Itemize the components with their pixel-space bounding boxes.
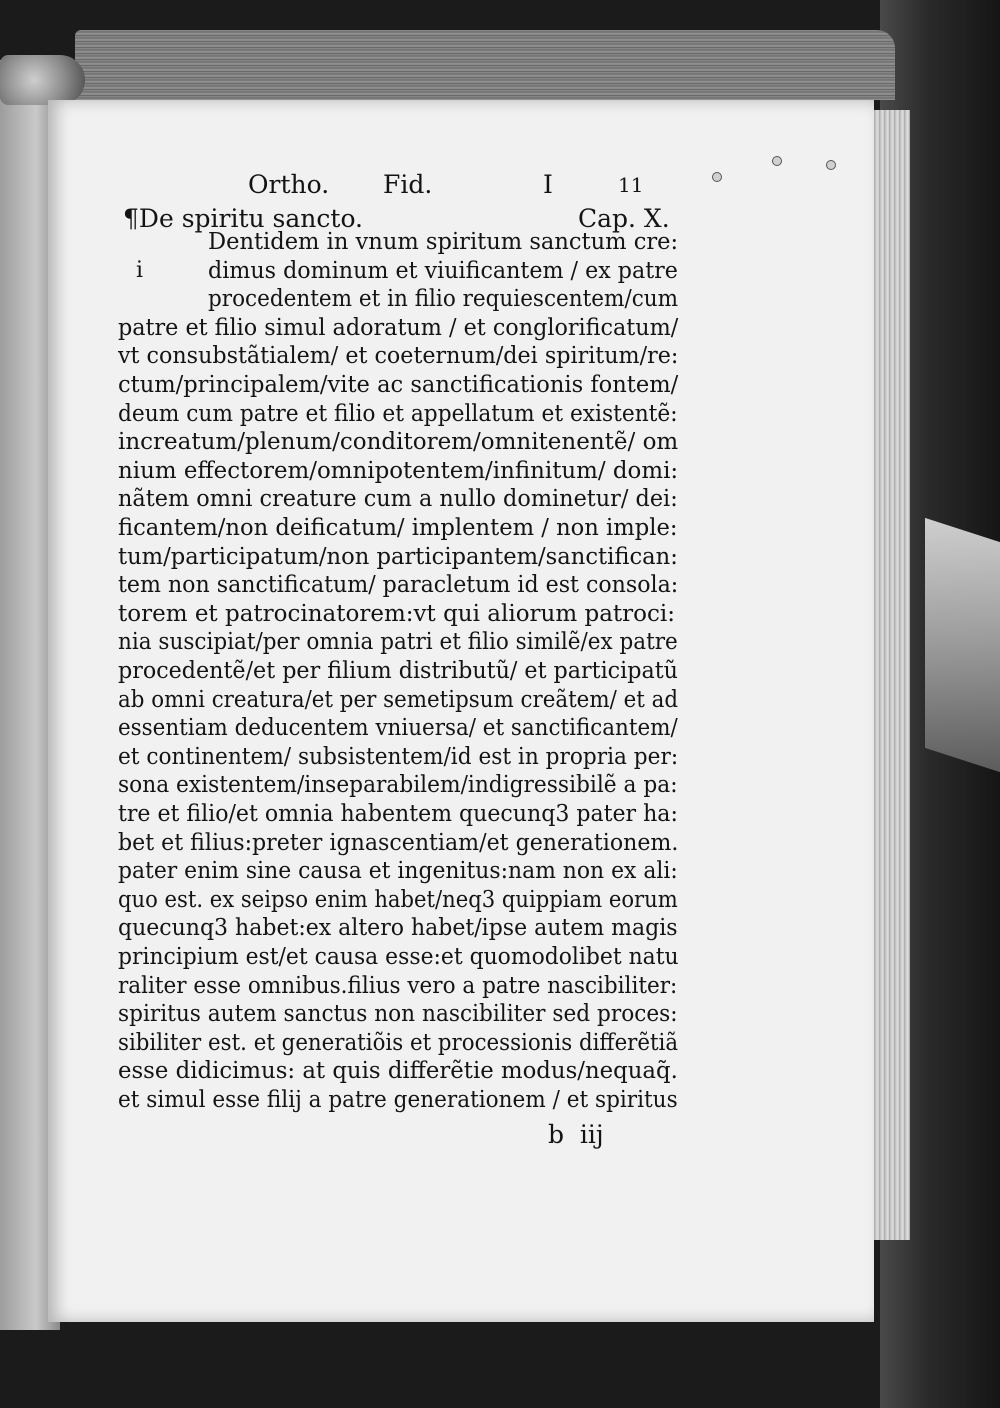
page-stack-edge bbox=[870, 110, 910, 1240]
chapter-number: Cap. X. bbox=[578, 204, 670, 233]
text-line: dimus dominum et viuificantem / ex patre bbox=[208, 257, 678, 284]
text-line: patre et filio simul adoratum / et conglorificatum/ bbox=[118, 314, 679, 341]
signature-mark bbox=[548, 1120, 604, 1149]
text-line: essentiam deducentem vniuersa/ et sanctificantem/ bbox=[118, 715, 678, 742]
text-line: nia suscipiat/per omnia patri et filio similẽ/ex patre bbox=[118, 629, 678, 656]
header-volume: I bbox=[543, 170, 553, 199]
margin-note: i bbox=[136, 258, 144, 283]
text-line: deum cum patre et filio et appellatum et existentẽ: bbox=[118, 400, 678, 427]
text-line: ficantem/non deificatum/ implentem / non imple: bbox=[118, 515, 678, 541]
header-folio: 11 bbox=[618, 173, 644, 197]
pin-hole bbox=[712, 172, 722, 182]
book-top-edges bbox=[75, 30, 895, 100]
text-line: sona existentem/inseparabilem/indigressibilẽ a pa: bbox=[118, 772, 678, 799]
text-line: tem non sanctificatum/ paracletum id est consola: bbox=[118, 572, 679, 599]
signature-letter: b bbox=[548, 1120, 565, 1149]
text-line: raliter esse omnibus.filius vero a patre nascibiliter: bbox=[118, 972, 678, 999]
body-text bbox=[48, 100, 874, 1322]
book-clasp bbox=[0, 55, 85, 105]
text-line: et continentem/ subsistentem/id est in propria per: bbox=[118, 743, 679, 770]
text-line: quo est. ex seipso enim habet/neq3 quippiam eorum bbox=[118, 886, 678, 913]
text-line: esse didicimus: at quis differẽtie modus/nequaq̃. bbox=[118, 1058, 678, 1085]
header-middle: Fid. bbox=[383, 170, 433, 199]
text-line: increatum/plenum/conditorem/omnitenentẽ/ om bbox=[118, 429, 679, 456]
text-line: Dentidem in vnum spiritum sanctum cre: bbox=[208, 229, 679, 255]
text-line: sibiliter est. et generatiõis et processionis differẽtiã bbox=[118, 1029, 679, 1056]
chapter-title-text: De spiritu sancto. bbox=[138, 204, 364, 233]
text-line: torem et patrocinatorem:vt qui aliorum patroci: bbox=[118, 600, 675, 627]
paragraph-mark-icon: ¶ bbox=[123, 204, 139, 233]
text-line: spiritus autem sanctus non nascibiliter sed proces: bbox=[118, 1001, 678, 1028]
text-line: nium effectorem/omnipotentem/infinitum/ domi: bbox=[118, 457, 679, 484]
text-line: vt consubstãtialem/ et coeternum/dei spiritum/re: bbox=[118, 343, 679, 370]
pin-hole bbox=[826, 160, 836, 170]
text-line: bet et filius:preter ignascentiam/et generationem. bbox=[118, 829, 679, 856]
text-line: nãtem omni creature cum a nullo dominetur/ dei: bbox=[118, 486, 678, 513]
text-line: principium est/et causa esse:et quomodolibet natu bbox=[118, 944, 679, 970]
text-line: pater enim sine causa et ingenitus:nam non ex ali: bbox=[118, 858, 678, 885]
text-line: quecunq3 habet:ex altero habet/ipse autem magis bbox=[118, 915, 678, 942]
signature-leaf: iij bbox=[579, 1120, 604, 1149]
text-line: et simul esse filij a patre generationem / et spiritus bbox=[118, 1087, 678, 1113]
header-left: Ortho. bbox=[248, 170, 330, 199]
binding-tie bbox=[925, 518, 1000, 772]
book-page bbox=[48, 100, 874, 1322]
text-line: ctum/principalem/vite ac sanctificationis fontem/ bbox=[118, 372, 679, 398]
text-line: tum/participatum/non participantem/sanctifican: bbox=[118, 543, 678, 570]
text-line: procedentem et in filio requiescentem/cum bbox=[208, 286, 679, 313]
pin-hole bbox=[772, 156, 782, 166]
text-line: procedentẽ/et per filium distributũ/ et participatũ bbox=[118, 658, 678, 684]
text-line: ab omni creatura/et per semetipsum creãtem/ et ad bbox=[118, 686, 679, 713]
text-line: tre et filio/et omnia habentem quecunq3 pater ha: bbox=[118, 801, 678, 827]
